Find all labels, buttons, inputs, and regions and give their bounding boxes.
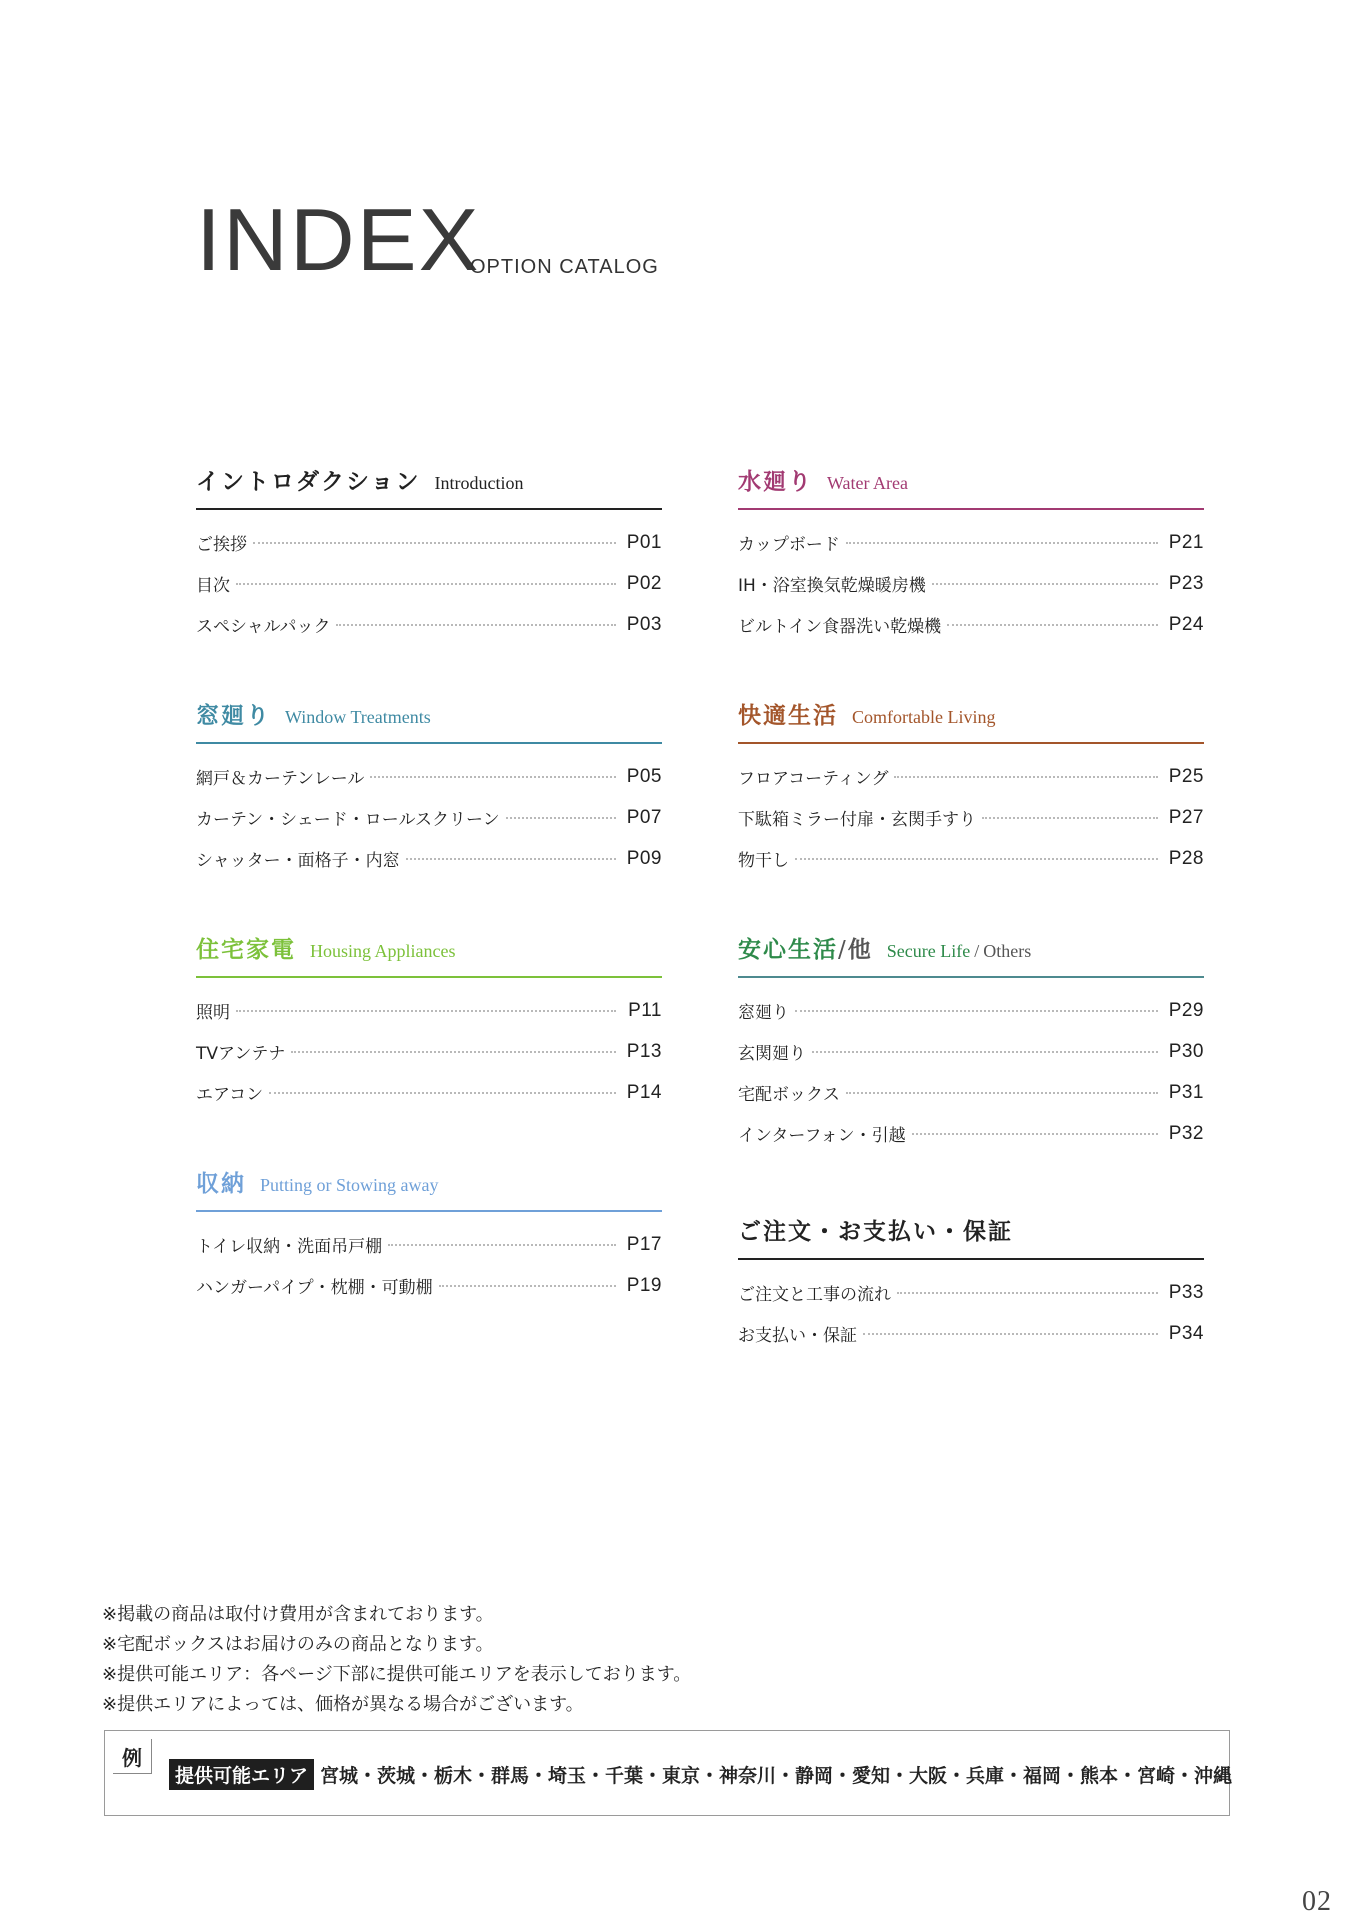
entry-page-number: P09 (626, 847, 662, 869)
index-entry (738, 563, 1204, 604)
entry-label: お支払い・保証 (738, 1326, 857, 1346)
section-title (738, 463, 908, 496)
index-entry (196, 563, 662, 604)
dot-leader (846, 542, 1158, 544)
area-badge: 提供可能エリア (169, 1759, 314, 1790)
dot-leader (336, 624, 616, 626)
dot-leader (846, 1092, 1158, 1094)
section-title-jp: 水廻り (738, 469, 813, 495)
entry-label: 宅配ボックス (738, 1085, 840, 1105)
footnotes (102, 1600, 691, 1720)
entry-page-number: P33 (1168, 1281, 1204, 1303)
section-title-en: Water Area (827, 473, 908, 493)
entry-label: 窓廻り (738, 1003, 789, 1023)
dot-leader (236, 1010, 616, 1012)
section-title-en: Introduction (434, 473, 524, 493)
section-items (196, 1224, 662, 1306)
index-entry (738, 604, 1204, 645)
section-title (196, 1165, 439, 1198)
section-storage (196, 1172, 662, 1306)
entry-page-number: P31 (1168, 1081, 1204, 1103)
index-entry (738, 1272, 1204, 1313)
index-entry (738, 1113, 1204, 1154)
entry-label: エアコン (196, 1085, 264, 1105)
section-items (196, 756, 662, 879)
section-title-jp: 快適生活 (738, 703, 838, 729)
section-title-jp: 窓廻り (196, 703, 271, 729)
dot-leader (812, 1051, 1158, 1053)
entry-page-number: P05 (626, 765, 662, 787)
title-separator: / (974, 941, 980, 961)
index-entry (196, 990, 662, 1031)
entry-page-number: P34 (1168, 1322, 1204, 1344)
index-entry (196, 756, 662, 797)
entry-label: トイレ収納・洗面吊戸棚 (196, 1237, 383, 1257)
dot-leader (894, 776, 1158, 778)
section-title-en: Secure Life (886, 941, 971, 961)
entry-page-number: P28 (1168, 847, 1204, 869)
entry-page-number: P30 (1168, 1040, 1204, 1062)
entry-page-number: P27 (1168, 806, 1204, 828)
entry-page-number: P17 (626, 1233, 662, 1255)
entry-label: 玄関廻り (738, 1044, 806, 1064)
section-rule (196, 976, 662, 978)
footnote: ※提供可能エリア：各ページ下部に提供可能エリアを表示しております。 (102, 1664, 692, 1685)
section-comfortable-living (738, 704, 1204, 879)
entry-label: カーテン・シェード・ロールスクリーン (196, 810, 500, 830)
dot-leader (982, 817, 1158, 819)
title-separator: / (838, 937, 848, 963)
dot-leader (795, 1010, 1158, 1012)
entry-label: シャッター・面格子・内窓 (196, 851, 400, 871)
footnote: ※宅配ボックスはお届けのみの商品となります。 (102, 1634, 494, 1655)
entry-label: 物干し (738, 851, 789, 871)
section-header (196, 704, 662, 744)
section-rule (196, 508, 662, 510)
index-entry (738, 797, 1204, 838)
dot-leader (388, 1244, 616, 1246)
dot-leader (291, 1051, 616, 1053)
section-housing-appliances (196, 938, 662, 1113)
section-items (738, 522, 1204, 645)
entry-label: スペシャルパック (196, 617, 331, 637)
entry-label: IH・浴室換気乾燥暖房機 (738, 576, 926, 596)
example-row (169, 1759, 1232, 1790)
dot-leader (947, 624, 1158, 626)
dot-leader (863, 1333, 1158, 1335)
section-title (738, 931, 1031, 964)
section-header (196, 470, 662, 510)
index-entry (738, 522, 1204, 563)
index-entry (196, 1072, 662, 1113)
section-rule (196, 1210, 662, 1212)
section-title-jp: イントロダクション (196, 469, 421, 495)
index-entry (738, 1313, 1204, 1354)
index-heading: INDEX (196, 190, 481, 289)
section-order-payment (738, 1220, 1204, 1354)
section-title-en: Comfortable Living (852, 707, 996, 727)
section-intro (196, 470, 662, 645)
dot-leader (406, 858, 616, 860)
section-title-jp: 安心生活 (738, 937, 838, 963)
entry-label: 目次 (196, 576, 230, 596)
entry-page-number: P14 (626, 1081, 662, 1103)
entry-label: 網戸＆カーテンレール (196, 769, 365, 789)
section-items (738, 1272, 1204, 1354)
dot-leader (370, 776, 616, 778)
index-entry (196, 838, 662, 879)
section-header (738, 704, 1204, 744)
section-title-en: Window Treatments (285, 707, 431, 727)
index-entry (196, 1265, 662, 1306)
index-entry (738, 1031, 1204, 1072)
dot-leader (912, 1133, 1158, 1135)
entry-page-number: P02 (626, 572, 662, 594)
entry-label: ご注文と工事の流れ (738, 1285, 891, 1305)
area-list: 宮城・茨城・栃木・群馬・埼玉・千葉・東京・神奈川・静岡・愛知・大阪・兵庫・福岡・熊本・宮崎・沖縄 (320, 1765, 1233, 1787)
index-entry (196, 604, 662, 645)
dot-leader (795, 858, 1158, 860)
entry-page-number: P13 (626, 1040, 662, 1062)
page-number: 02 (1302, 1886, 1332, 1917)
section-title-en-other: Others (983, 941, 1032, 961)
entry-label: 下駄箱ミラー付扉・玄関手すり (738, 810, 976, 830)
dot-leader (269, 1092, 616, 1094)
entry-label: インターフォン・引越 (738, 1126, 906, 1146)
section-rule (738, 1258, 1204, 1260)
index-entry (738, 756, 1204, 797)
section-window (196, 704, 662, 879)
entry-label: カップボード (738, 535, 840, 555)
section-title (196, 697, 431, 730)
dot-leader (253, 542, 616, 544)
section-title (738, 1213, 1013, 1246)
entry-page-number: P29 (1168, 999, 1204, 1021)
entry-label: ご挨拶 (196, 535, 247, 555)
entry-label: TVアンテナ (196, 1044, 286, 1064)
index-entry (196, 522, 662, 563)
entry-page-number: P24 (1168, 613, 1204, 635)
dot-leader (932, 583, 1158, 585)
section-header (196, 938, 662, 978)
section-rule (738, 508, 1204, 510)
entry-page-number: P11 (628, 999, 662, 1021)
section-rule (196, 742, 662, 744)
entry-label: 照明 (196, 1003, 230, 1023)
section-header (196, 1172, 662, 1212)
dot-leader (506, 817, 616, 819)
dot-leader (236, 583, 616, 585)
section-header (738, 1220, 1204, 1260)
section-title-jp: 住宅家電 (196, 937, 296, 963)
entry-label: フロアコーティング (738, 769, 889, 789)
section-title-jp: ご注文・お支払い・保証 (738, 1219, 1013, 1245)
section-title (738, 697, 995, 730)
index-entry (738, 990, 1204, 1031)
section-title-jp-other: 他 (847, 937, 873, 963)
entry-page-number: P03 (626, 613, 662, 635)
section-water-area (738, 470, 1204, 645)
dot-leader (897, 1292, 1158, 1294)
section-title (196, 463, 524, 496)
section-header (738, 938, 1204, 978)
entry-page-number: P07 (626, 806, 662, 828)
index-entry (196, 1224, 662, 1265)
section-rule (738, 976, 1204, 978)
area-example-box (104, 1730, 1233, 1816)
entry-label: ハンガーパイプ・枕棚・可動棚 (196, 1278, 433, 1298)
entry-page-number: P32 (1168, 1122, 1204, 1144)
index-entry (196, 1031, 662, 1072)
section-items (196, 522, 662, 645)
index-entry (738, 838, 1204, 879)
section-header (738, 470, 1204, 510)
example-label: 例 (113, 1739, 152, 1774)
entry-page-number: P21 (1168, 531, 1204, 553)
section-items (738, 756, 1204, 879)
section-items (738, 990, 1204, 1154)
index-entry (738, 1072, 1204, 1113)
entry-page-number: P01 (626, 531, 662, 553)
section-secure-life (738, 938, 1204, 1154)
section-items (196, 990, 662, 1113)
entry-page-number: P25 (1168, 765, 1204, 787)
footnote: ※掲載の商品は取付け費用が含まれております。 (102, 1604, 494, 1625)
section-rule (738, 742, 1204, 744)
entry-page-number: P23 (1168, 572, 1204, 594)
section-title (196, 931, 456, 964)
dot-leader (439, 1285, 616, 1287)
section-title-jp: 収納 (196, 1171, 246, 1197)
footnote: ※提供エリアによっては、価格が異なる場合がございます。 (102, 1694, 584, 1715)
entry-page-number: P19 (626, 1274, 662, 1296)
catalog-subtitle: OPTION CATALOG (470, 256, 659, 278)
section-title-en: Putting or Stowing away (260, 1175, 439, 1195)
section-title-en: Housing Appliances (310, 941, 456, 961)
index-entry (196, 797, 662, 838)
entry-label: ビルトイン食器洗い乾燥機 (738, 617, 942, 637)
